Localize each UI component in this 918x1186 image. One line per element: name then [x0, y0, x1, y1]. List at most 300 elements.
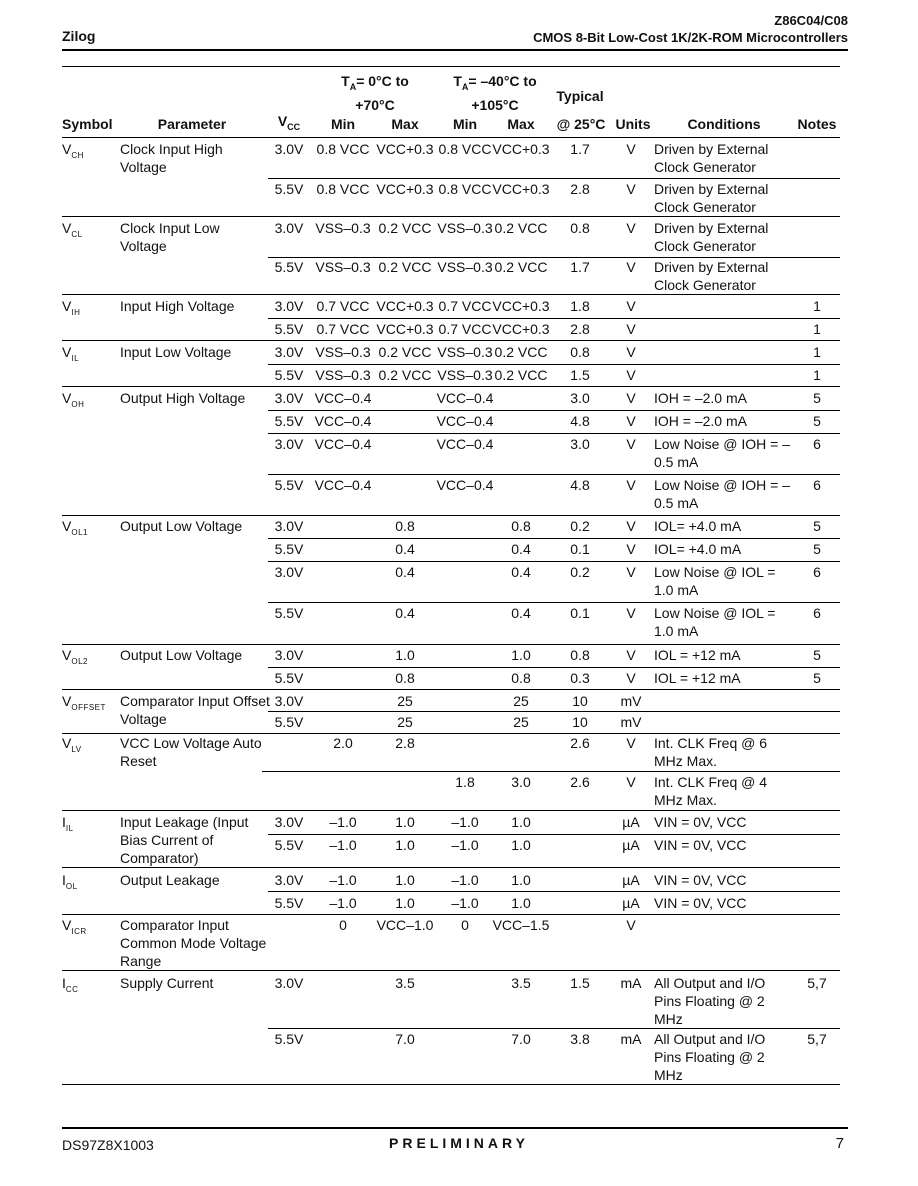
min-0-70-cell: –1.0: [329, 895, 357, 911]
min-n40-105-cell: VSS–0.3: [437, 367, 493, 383]
units-cell: V: [626, 735, 636, 751]
part-number: Z86C04/C08: [774, 13, 848, 28]
typical-cell: 0.1: [570, 541, 590, 557]
symbol-letter: V: [62, 298, 72, 314]
units-cell: V: [626, 917, 636, 933]
symbol-subscript: CH: [71, 151, 84, 160]
max-0-70-cell: 0.4: [395, 564, 415, 580]
symbol-subscript: OFFSET: [71, 703, 106, 712]
max-0-70-cell: VCC+0.3: [376, 141, 434, 157]
max-n40-105-cell: 1.0: [511, 872, 531, 888]
typical-cell: 10: [572, 693, 588, 709]
conditions-cell: VIN = 0V, VCC: [654, 814, 747, 830]
max-0-70-cell: 25: [397, 693, 413, 709]
max-n40-105-cell: 25: [513, 693, 529, 709]
sub-row-separator: [268, 318, 840, 319]
vcc-cell: 3.0V: [274, 693, 304, 709]
min-n40-105-cell: 0.7 VCC: [438, 321, 492, 337]
units-cell: V: [626, 390, 636, 406]
symbol-cell: [62, 389, 84, 414]
units-cell: V: [626, 518, 636, 534]
sub-row-separator: [268, 1028, 840, 1029]
units-cell: V: [626, 647, 636, 663]
vcc-cell: 3.0V: [274, 298, 304, 314]
vcc-cell: 3.0V: [274, 647, 304, 663]
symbol-letter: V: [62, 917, 72, 933]
parameter-cell: VCC Low Voltage Auto Reset: [120, 735, 262, 769]
units-cell: V: [626, 344, 636, 360]
vcc-cell: 3.0V: [274, 564, 304, 580]
parameter-cell: Clock Input High Voltage: [120, 141, 223, 175]
units-cell: V: [626, 367, 636, 383]
typical-cell: 3.0: [570, 390, 590, 406]
conditions-cell: Driven by External Clock Generator: [654, 220, 769, 254]
max-n40-105-cell: 0.8: [511, 518, 531, 534]
min-0-70-cell: 0.8 VCC: [316, 141, 370, 157]
max-n40-105-cell: VCC–1.5: [492, 917, 550, 933]
symbol-subscript: OH: [71, 400, 85, 409]
min-n40-105-cell: 0.8 VCC: [438, 181, 492, 197]
max-0-70-cell: 0.8: [395, 670, 415, 686]
vcc-cell: 3.0V: [274, 344, 304, 360]
max-0-70-cell: 1.0: [395, 814, 415, 830]
header-min-2: Min: [452, 116, 478, 132]
typical-cell: 2.6: [570, 774, 590, 790]
conditions-cell: Int. CLK Freq @ 4 MHz Max.: [654, 774, 768, 808]
max-n40-105-cell: VCC+0.3: [492, 141, 550, 157]
min-0-70-cell: VCC–0.4: [314, 390, 372, 406]
document-id: DS97Z8X1003: [62, 1137, 154, 1153]
header-symbol: Symbol: [62, 116, 113, 132]
max-0-70-cell: 0.8: [395, 518, 415, 534]
units-cell: V: [626, 670, 636, 686]
min-0-70-cell: 2.0: [333, 735, 353, 751]
symbol-cell: [62, 517, 88, 542]
units-cell: V: [626, 220, 636, 236]
vcc-cell: 5.5V: [274, 670, 304, 686]
conditions-cell: Driven by External Clock Generator: [654, 141, 769, 175]
symbol-subscript: IL: [71, 354, 80, 363]
header-temp-range-2: $T_A= -40^\circ C$ to +105°C: [453, 73, 537, 113]
sub-row-separator: [268, 602, 840, 603]
min-0-70-cell: 0.7 VCC: [316, 321, 370, 337]
max-0-70-cell: 1.0: [395, 895, 415, 911]
typical-cell: 1.7: [570, 259, 590, 275]
units-cell: µA: [622, 872, 640, 888]
symbol-subscript: IH: [71, 308, 81, 317]
max-0-70-cell: VCC+0.3: [376, 181, 434, 197]
max-n40-105-cell: 3.5: [511, 975, 531, 991]
max-n40-105-cell: VCC+0.3: [492, 181, 550, 197]
max-n40-105-cell: 1.0: [511, 837, 531, 853]
typical-cell: 2.6: [570, 735, 590, 751]
max-0-70-cell: VCC–1.0: [376, 917, 434, 933]
sub-row-separator: [262, 771, 840, 772]
units-cell: mA: [620, 1031, 642, 1047]
symbol-subscript: CC: [65, 985, 79, 994]
min-0-70-cell: –1.0: [329, 872, 357, 888]
vcc-cell: 3.0V: [274, 390, 304, 406]
conditions-cell: Low Noise @ IOL = 1.0 mA: [654, 605, 776, 639]
max-n40-105-cell: 0.4: [511, 605, 531, 621]
vcc-cell: 5.5V: [274, 541, 304, 557]
parameter-cell: Input Leakage (Input Bias Current of Comparator): [120, 814, 249, 866]
row-separator: [62, 515, 840, 516]
min-n40-105-cell: VSS–0.3: [437, 344, 493, 360]
max-0-70-cell: VCC+0.3: [376, 321, 434, 337]
symbol-letter: I: [62, 872, 66, 888]
header-conditions: Conditions: [687, 116, 761, 132]
sub-row-separator: [268, 561, 840, 562]
max-0-70-cell: 1.0: [395, 872, 415, 888]
sub-row-separator: [268, 257, 840, 258]
vcc-cell: 3.0V: [274, 975, 304, 991]
conditions-cell: IOL = +12 mA: [654, 647, 741, 663]
min-n40-105-cell: VSS–0.3: [437, 220, 493, 236]
symbol-letter: V: [62, 220, 72, 236]
parameter-cell: Comparator Input Offset Voltage: [120, 693, 270, 727]
max-n40-105-cell: 0.4: [511, 564, 531, 580]
symbol-letter: V: [62, 735, 72, 751]
vcc-cell: 3.0V: [274, 872, 304, 888]
symbol-subscript: OL1: [71, 528, 88, 537]
min-n40-105-cell: 0.8 VCC: [438, 141, 492, 157]
min-n40-105-cell: VCC–0.4: [436, 436, 494, 452]
header-notes: Notes: [797, 116, 837, 132]
max-n40-105-cell: VCC+0.3: [492, 321, 550, 337]
max-n40-105-cell: 7.0: [511, 1031, 531, 1047]
conditions-cell: Int. CLK Freq @ 6 MHz Max.: [654, 735, 768, 769]
symbol-letter: I: [62, 814, 66, 830]
parameter-cell: Output High Voltage: [120, 390, 246, 406]
symbol-cell: [62, 646, 88, 671]
units-cell: V: [626, 477, 636, 493]
typical-cell: 0.1: [570, 605, 590, 621]
max-0-70-cell: 0.4: [395, 605, 415, 621]
symbol-letter: V: [62, 141, 72, 157]
min-n40-105-cell: 0.7 VCC: [438, 298, 492, 314]
document-subtitle: CMOS 8-Bit Low-Cost 1K/2K-ROM Microcontrollers: [533, 30, 848, 45]
symbol-cell: [62, 140, 84, 165]
max-n40-105-cell: 1.0: [511, 895, 531, 911]
sub-row-separator: [268, 538, 840, 539]
header-max-2: Max: [507, 116, 535, 132]
min-n40-105-cell: –1.0: [451, 872, 479, 888]
min-n40-105-cell: 1.8: [455, 774, 475, 790]
conditions-cell: Driven by External Clock Generator: [654, 181, 769, 215]
typical-cell: 0.8: [570, 647, 590, 663]
vcc-cell: 5.5V: [274, 605, 304, 621]
symbol-subscript: OL: [65, 882, 78, 891]
table-bottom-rule: [62, 1084, 840, 1085]
typical-cell: 0.3: [570, 670, 590, 686]
units-cell: V: [626, 321, 636, 337]
symbol-letter: V: [62, 518, 72, 534]
typical-cell: 0.8: [570, 344, 590, 360]
row-separator: [62, 386, 840, 387]
max-n40-105-cell: VCC+0.3: [492, 298, 550, 314]
parameter-cell: Clock Input Low Voltage: [120, 220, 220, 254]
typical-cell: 2.8: [570, 181, 590, 197]
symbol-subscript: CL: [71, 230, 83, 239]
typical-cell: 10: [572, 714, 588, 730]
sub-row-separator: [268, 474, 840, 475]
units-cell: V: [626, 298, 636, 314]
min-n40-105-cell: 0: [461, 917, 469, 933]
vcc-cell: 5.5V: [274, 367, 304, 383]
header-typical: Typical: [556, 88, 604, 104]
min-0-70-cell: VSS–0.3: [315, 344, 371, 360]
header-temp-range-1: $T_A= 0^\circ C$ to +70°C: [341, 73, 409, 113]
row-separator: [62, 733, 840, 734]
min-0-70-cell: VSS–0.3: [315, 220, 371, 236]
preliminary-label: PRELIMINARY: [389, 1135, 529, 1151]
typical-cell: 0.2: [570, 564, 590, 580]
units-cell: µA: [622, 837, 640, 853]
row-separator: [62, 970, 840, 971]
min-n40-105-cell: VCC–0.4: [436, 477, 494, 493]
symbol-cell: [62, 871, 78, 896]
symbol-cell: [62, 813, 74, 838]
typical-cell: 0.2: [570, 518, 590, 534]
header-typ-25c: @ 25°C: [556, 116, 606, 132]
symbol-cell: [62, 297, 80, 322]
notes-cell: 5,7: [807, 975, 827, 991]
typical-cell: 1.8: [570, 298, 590, 314]
min-n40-105-cell: VCC–0.4: [436, 413, 494, 429]
row-separator: [62, 867, 840, 868]
footer-rule: [62, 1127, 848, 1129]
min-0-70-cell: 0: [339, 917, 347, 933]
units-cell: V: [626, 259, 636, 275]
notes-cell: 5: [813, 518, 821, 534]
sub-row-separator: [268, 711, 840, 712]
min-n40-105-cell: –1.0: [451, 814, 479, 830]
max-n40-105-cell: 1.0: [511, 647, 531, 663]
max-n40-105-cell: 25: [513, 714, 529, 730]
sub-row-separator: [268, 891, 840, 892]
max-0-70-cell: 1.0: [395, 837, 415, 853]
row-separator: [62, 914, 840, 915]
symbol-cell: [62, 343, 79, 368]
units-cell: mA: [620, 975, 642, 991]
units-cell: V: [626, 413, 636, 429]
row-separator: [62, 644, 840, 645]
notes-cell: 6: [813, 564, 821, 580]
conditions-cell: IOL = +12 mA: [654, 670, 741, 686]
typical-cell: 3.8: [570, 1031, 590, 1047]
vcc-cell: 5.5V: [274, 714, 304, 730]
max-n40-105-cell: 0.4: [511, 541, 531, 557]
units-cell: mV: [620, 693, 642, 709]
notes-cell: 5: [813, 390, 821, 406]
vcc-cell: 5.5V: [274, 477, 304, 493]
header-vcc: $V_{CC}$: [277, 113, 301, 132]
sub-row-separator: [268, 834, 840, 835]
min-0-70-cell: VCC–0.4: [314, 436, 372, 452]
typical-cell: 1.5: [570, 975, 590, 991]
parameter-cell: Input High Voltage: [120, 298, 235, 314]
notes-cell: 5: [813, 413, 821, 429]
symbol-letter: I: [62, 975, 66, 991]
min-0-70-cell: 0.7 VCC: [316, 298, 370, 314]
sub-row-separator: [268, 410, 840, 411]
max-0-70-cell: VCC+0.3: [376, 298, 434, 314]
parameter-cell: Output Low Voltage: [120, 518, 243, 534]
max-0-70-cell: 25: [397, 714, 413, 730]
typical-cell: 2.8: [570, 321, 590, 337]
max-n40-105-cell: 0.8: [511, 670, 531, 686]
notes-cell: 1: [813, 321, 821, 337]
min-n40-105-cell: VSS–0.3: [437, 259, 493, 275]
notes-cell: 5,7: [807, 1031, 827, 1047]
max-n40-105-cell: 0.2 VCC: [494, 344, 548, 360]
parameter-cell: Supply Current: [120, 975, 214, 991]
min-0-70-cell: –1.0: [329, 814, 357, 830]
max-n40-105-cell: 3.0: [511, 774, 531, 790]
min-n40-105-cell: –1.0: [451, 837, 479, 853]
row-separator: [62, 810, 840, 811]
max-0-70-cell: 0.4: [395, 541, 415, 557]
sub-row-separator: [268, 364, 840, 365]
min-0-70-cell: VCC–0.4: [314, 477, 372, 493]
sub-row-separator: [268, 178, 840, 179]
max-0-70-cell: 0.2 VCC: [378, 344, 432, 360]
notes-cell: 5: [813, 670, 821, 686]
vcc-cell: 3.0V: [274, 436, 304, 452]
typical-cell: 0.8: [570, 220, 590, 236]
symbol-cell: [62, 692, 106, 717]
page-number: 7: [835, 1135, 844, 1152]
vcc-cell: 5.5V: [274, 181, 304, 197]
notes-cell: 1: [813, 344, 821, 360]
symbol-cell: [62, 916, 87, 941]
parameter-cell: Input Low Voltage: [120, 344, 232, 360]
notes-cell: 1: [813, 367, 821, 383]
notes-cell: 1: [813, 298, 821, 314]
max-0-70-cell: 3.5: [395, 975, 415, 991]
max-n40-105-cell: 0.2 VCC: [494, 220, 548, 236]
row-separator: [62, 137, 840, 138]
conditions-cell: IOH = –2.0 mA: [654, 390, 747, 406]
max-0-70-cell: 7.0: [395, 1031, 415, 1047]
units-cell: µA: [622, 895, 640, 911]
symbol-cell: [62, 734, 82, 759]
conditions-cell: IOL= +4.0 mA: [654, 541, 742, 557]
symbol-letter: V: [62, 693, 72, 709]
row-separator: [62, 294, 840, 295]
parameter-cell: Output Low Voltage: [120, 647, 243, 663]
typical-cell: 4.8: [570, 413, 590, 429]
min-n40-105-cell: –1.0: [451, 895, 479, 911]
vcc-cell: 5.5V: [274, 895, 304, 911]
vcc-cell: 3.0V: [274, 220, 304, 236]
vcc-cell: 5.5V: [274, 259, 304, 275]
max-0-70-cell: 0.2 VCC: [378, 367, 432, 383]
company-name: Zilog: [62, 28, 96, 44]
max-n40-105-cell: 1.0: [511, 814, 531, 830]
conditions-cell: IOL= +4.0 mA: [654, 518, 742, 534]
units-cell: µA: [622, 814, 640, 830]
symbol-subscript: LV: [71, 745, 82, 754]
conditions-cell: Low Noise @ IOH = –0.5 mA: [654, 477, 790, 511]
max-0-70-cell: 2.8: [395, 735, 415, 751]
min-0-70-cell: VSS–0.3: [315, 367, 371, 383]
min-0-70-cell: VCC–0.4: [314, 413, 372, 429]
typical-cell: 1.7: [570, 141, 590, 157]
symbol-subscript: ICR: [71, 927, 87, 936]
symbol-cell: [62, 219, 83, 244]
parameter-cell: Output Leakage: [120, 872, 220, 888]
conditions-cell: VIN = 0V, VCC: [654, 895, 747, 911]
symbol-letter: V: [62, 344, 72, 360]
units-cell: V: [626, 436, 636, 452]
min-0-70-cell: –1.0: [329, 837, 357, 853]
conditions-cell: All Output and I/O Pins Floating @ 2 MHz: [654, 1031, 766, 1083]
symbol-subscript: IL: [65, 824, 74, 833]
conditions-cell: VIN = 0V, VCC: [654, 872, 747, 888]
header-units: Units: [615, 116, 651, 132]
vcc-cell: 5.5V: [274, 321, 304, 337]
conditions-cell: All Output and I/O Pins Floating @ 2 MHz: [654, 975, 766, 1027]
header-min-1: Min: [330, 116, 356, 132]
row-separator: [62, 216, 840, 217]
sub-row-separator: [268, 667, 840, 668]
max-0-70-cell: 0.2 VCC: [378, 259, 432, 275]
vcc-cell: 5.5V: [274, 837, 304, 853]
conditions-cell: Low Noise @ IOH = –0.5 mA: [654, 436, 790, 470]
notes-cell: 6: [813, 477, 821, 493]
header-parameter: Parameter: [157, 116, 227, 132]
units-cell: V: [626, 181, 636, 197]
max-0-70-cell: 0.2 VCC: [378, 220, 432, 236]
typical-cell: 1.5: [570, 367, 590, 383]
vcc-cell: 5.5V: [274, 1031, 304, 1047]
notes-cell: 6: [813, 436, 821, 452]
vcc-cell: 5.5V: [274, 413, 304, 429]
typical-cell: 4.8: [570, 477, 590, 493]
vcc-cell: 3.0V: [274, 141, 304, 157]
max-0-70-cell: 1.0: [395, 647, 415, 663]
notes-cell: 6: [813, 605, 821, 621]
vcc-cell: 3.0V: [274, 518, 304, 534]
typical-cell: 3.0: [570, 436, 590, 452]
units-cell: V: [626, 774, 636, 790]
row-separator: [62, 689, 840, 690]
symbol-cell: [62, 974, 78, 999]
symbol-letter: V: [62, 390, 72, 406]
min-n40-105-cell: VCC–0.4: [436, 390, 494, 406]
sub-row-separator: [268, 433, 840, 434]
notes-cell: 5: [813, 541, 821, 557]
conditions-cell: VIN = 0V, VCC: [654, 837, 747, 853]
notes-cell: 5: [813, 647, 821, 663]
max-n40-105-cell: 0.2 VCC: [494, 367, 548, 383]
vcc-cell: 3.0V: [274, 814, 304, 830]
units-cell: V: [626, 564, 636, 580]
parameter-cell: Comparator Input Common Mode Voltage Range: [120, 917, 267, 969]
units-cell: V: [626, 541, 636, 557]
header-max-1: Max: [391, 116, 419, 132]
units-cell: V: [626, 605, 636, 621]
max-n40-105-cell: 0.2 VCC: [494, 259, 548, 275]
symbol-letter: V: [62, 647, 72, 663]
conditions-cell: Low Noise @ IOL = 1.0 mA: [654, 564, 776, 598]
units-cell: V: [626, 141, 636, 157]
conditions-cell: Driven by External Clock Generator: [654, 259, 769, 293]
min-0-70-cell: VSS–0.3: [315, 259, 371, 275]
min-0-70-cell: 0.8 VCC: [316, 181, 370, 197]
